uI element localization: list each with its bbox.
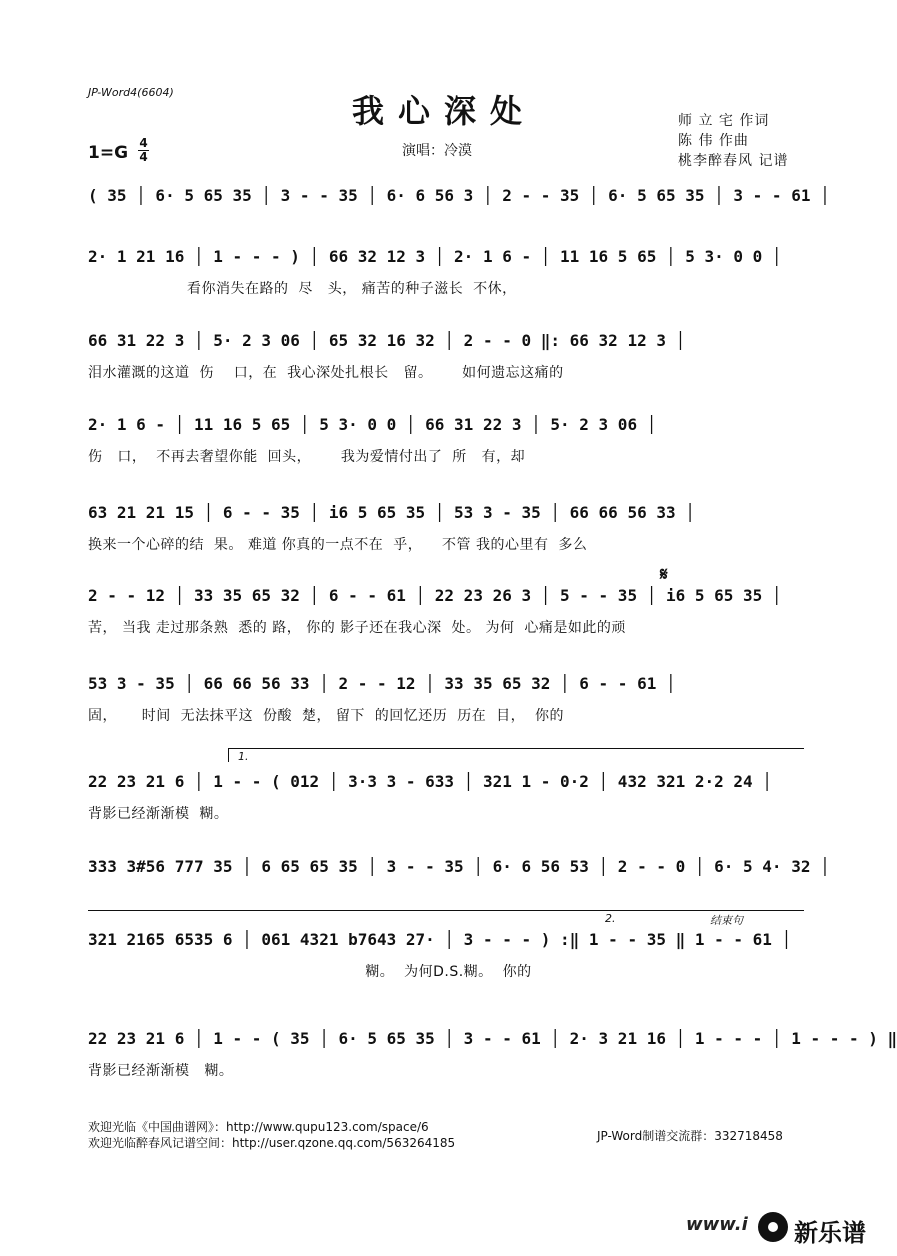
software-label: JP-Word4(6604) bbox=[88, 86, 174, 99]
time-signature-top: 4 bbox=[139, 136, 148, 150]
notes-line: ( 35 │ 6· 5 65 35 │ 3 - - 35 │ 6· 6 56 3 │ 2 - - 35 │ 6· 5 65 35 │ 3 - - 61 │ bbox=[88, 186, 830, 205]
lyrics-line: 苦， 当我 走过那条熟 悉的 路， 你的 影子还在我心深 处。 为何 心痛是如此的顽 bbox=[88, 620, 626, 636]
score-system-11 bbox=[88, 1023, 897, 1095]
footer-link-qupu: 欢迎光临《中国曲谱网》：http://www.qupu123.com/space/6 bbox=[88, 1120, 429, 1134]
footer-group-number: JP-Word制谱交流群：332718458 bbox=[597, 1129, 783, 1143]
volta-1-bracket bbox=[228, 748, 804, 749]
lyrics-line: 泪水灌溉的这道 伤 口，在 我心深处扎根长 留。 如何遗忘这痛的 bbox=[88, 365, 564, 381]
notes-line: 22 23 21 6 │ 1 - - ( 012 │ 3·3 3 - 633 │ 321 1 - 0·2 │ 432 321 2·2 24 │ bbox=[88, 772, 772, 791]
watermark-site: www.i bbox=[686, 1214, 748, 1235]
notes-line: 53 3 - 35 │ 66 66 56 33 │ 2 - - 12 │ 33 35 65 32 │ 6 - - 61 │ bbox=[88, 674, 676, 693]
score-system-10 bbox=[88, 912, 804, 996]
notes-line: 63 21 21 15 │ 6 - - 35 │ i6 5 65 35 │ 53 3 - 35 │ 66 66 56 33 │ bbox=[88, 503, 695, 522]
notes-line: 2 - - 12 │ 33 35 65 32 │ 6 - - 61 │ 22 23 26 3 │ 5 - - 35 │ i6 5 65 35 │ bbox=[88, 586, 782, 605]
notes-line: 66 31 22 3 │ 5· 2 3 06 │ 65 32 16 32 │ 2 - - 0 ‖: 66 32 12 3 │ bbox=[88, 331, 686, 350]
composer-credit: 陈 伟 作曲 bbox=[678, 133, 749, 149]
record-disc-icon bbox=[758, 1212, 788, 1242]
lyrics-line: 伤 口， 不再去奢望你能 回头， 我为爱情付出了 所 有，却 bbox=[88, 449, 526, 465]
lyrics-line: 换来一个心碎的结 果。 难道 你真的一点不在 乎， 不管 我的心里有 多么 bbox=[88, 537, 588, 553]
notes-line: 333 3#56 777 35 │ 6 65 65 35 │ 3 - - 35 │ 6· 6 56 53 │ 2 - - 0 │ 6· 5 4· 32 │ bbox=[88, 857, 830, 876]
notes-line: 321 2165 6535 6 │ 061 4321 b7643 27· │ 3 - - - ) :‖ 1 - - 35 ‖ 1 - - 61 │ bbox=[88, 930, 792, 949]
key-signature: 1=G bbox=[88, 143, 129, 163]
coda-label: 结束句 bbox=[710, 914, 743, 927]
score-system-5 bbox=[88, 497, 804, 569]
volta-1-label: 1. bbox=[238, 750, 249, 763]
song-title: 我心深处 bbox=[351, 92, 536, 130]
volta-1-hook bbox=[228, 748, 229, 762]
lyrics-line: 糊。 为何D.S.糊。 你的 bbox=[88, 964, 532, 980]
notes-line: 22 23 21 6 │ 1 - - ( 35 │ 6· 5 65 35 │ 3 - - 61 │ 2· 3 21 16 │ 1 - - - │ 1 - - - ) ‖ bbox=[88, 1029, 897, 1048]
time-signature-bottom: 4 bbox=[139, 150, 148, 164]
time-signature bbox=[138, 137, 149, 164]
singer-credit: 演唱：冷漠 bbox=[402, 143, 472, 159]
notes-line: 2· 1 6 - │ 11 16 5 65 │ 5 3· 0 0 │ 66 31 22 3 │ 5· 2 3 06 │ bbox=[88, 415, 657, 434]
score-system-7 bbox=[88, 668, 804, 740]
score-system-2 bbox=[88, 241, 804, 313]
lyrics-line: 背影已经渐渐模 糊。 bbox=[88, 806, 229, 822]
lyrics-line: 背影已经渐渐模 糊。 bbox=[88, 1063, 234, 1079]
score-system-3 bbox=[88, 325, 804, 397]
notes-line: 2· 1 21 16 │ 1 - - - ) │ 66 32 12 3 │ 2· 1 6 - │ 11 16 5 65 │ 5 3· 0 0 │ bbox=[88, 247, 782, 266]
watermark-brand: 新乐谱 bbox=[794, 1219, 866, 1247]
system-10-bracket bbox=[88, 910, 804, 911]
score-system-6 bbox=[88, 564, 804, 652]
score-system-8 bbox=[88, 750, 804, 838]
score-system-4 bbox=[88, 409, 804, 481]
lyricist-credit: 师 立 宅 作词 bbox=[678, 113, 770, 129]
score-system-9 bbox=[88, 851, 830, 923]
lyrics-line: 固， 时间 无法抹平这 份酸 楚， 留下 的回忆还历 历在 目， 你的 bbox=[88, 708, 565, 724]
footer-link-qzone: 欢迎光临醉春风记谱空间：http://user.qzone.qq.com/563264185 bbox=[88, 1136, 456, 1150]
transcriber-credit: 桃李醉春风 记谱 bbox=[678, 153, 789, 169]
lyrics-line: 看你消失在路的 尽 头， 痛苦的种子滋长 不休， bbox=[88, 281, 517, 297]
segno-mark: 𝄋 bbox=[660, 564, 668, 585]
volta-2-label: 2. bbox=[605, 912, 616, 925]
